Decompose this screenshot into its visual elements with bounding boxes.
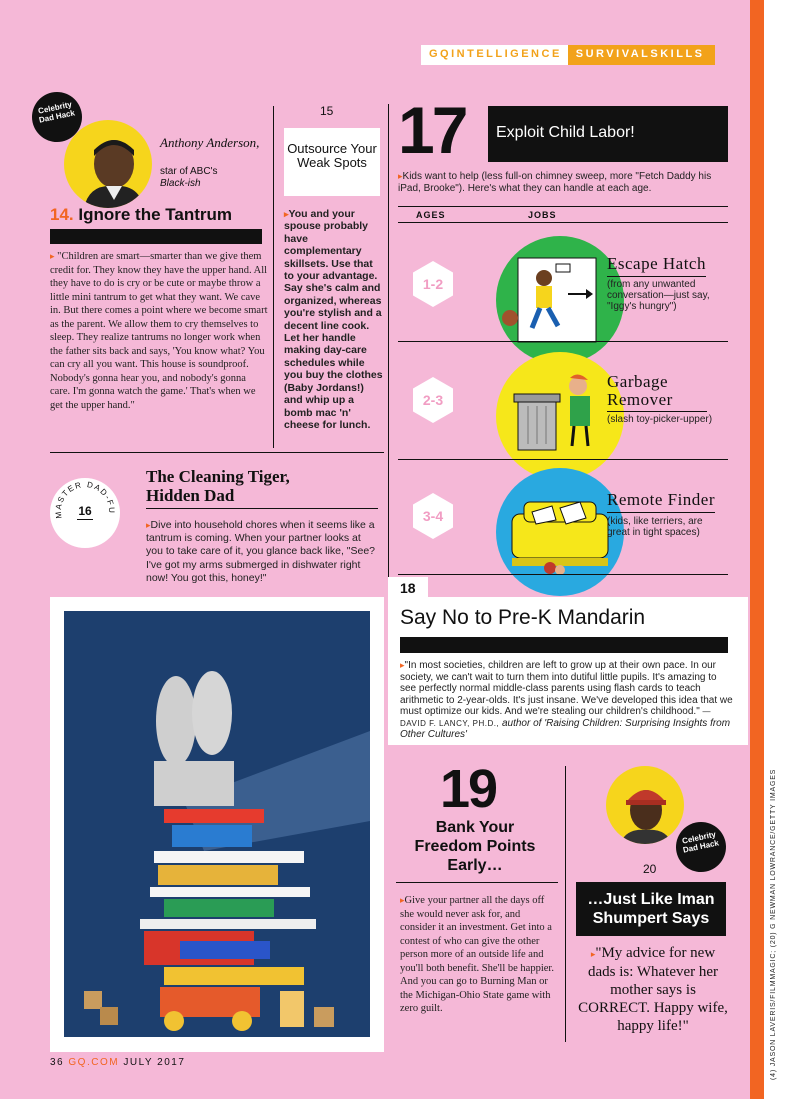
tip-20-quote xyxy=(578,944,728,1035)
tip-18-title: Say No to Pre-K Mandarin xyxy=(400,606,646,629)
section-tag xyxy=(421,45,715,65)
job-note: (slash toy-picker-upper) xyxy=(607,414,713,425)
job-note: (from any unwanted conversation—just say, "Iggy's hungry") xyxy=(607,279,710,312)
escape-hatch-illustration xyxy=(496,236,624,364)
footer-issue: JULY 2017 xyxy=(123,1057,186,1068)
tip-19-body-text: Give your partner all the days off she would never ask for, and consider it an investment. Get into a contest of who can give the other person more of an outside life and you'll both benefit. She'll be happier. And you can go to Burning Man or the Michigan-Ohio State game with zero guilt. xyxy=(400,895,554,1014)
photo-frame xyxy=(50,597,384,1052)
job-title: Garbage Remover xyxy=(607,373,707,412)
celebrity-dad-hack-badge: Celebrity Dad Hack xyxy=(27,87,86,146)
tip-20-quote-text: "My advice for new dads is: Whatever her mother says is CORRECT. Happy wife, happy life!" xyxy=(578,945,728,1034)
celebrity-dad-hack-badge: Celebrity Dad Hack xyxy=(671,817,730,876)
anthony-anderson-photo xyxy=(64,120,152,208)
toy-stack-photo xyxy=(64,611,370,1037)
bullet-icon: ▸ xyxy=(284,209,289,219)
table-rule xyxy=(398,459,728,460)
tip-16-body xyxy=(146,519,380,585)
tip-20-number: 20 xyxy=(643,862,657,876)
footer-site: GQ.COM xyxy=(68,1057,120,1068)
job-title: Remote Finder xyxy=(607,490,715,513)
column-rule xyxy=(273,106,274,448)
age-label: 3-4 xyxy=(422,508,444,524)
title-rule xyxy=(396,882,558,883)
tip-20-title: …Just Like Iman Shumpert Says xyxy=(587,891,715,927)
jobs-header: JOBS xyxy=(528,210,557,220)
title-rule xyxy=(146,508,378,509)
tip-18-book: author of 'Raising Children: Surprising Insights from Other Cultures' xyxy=(400,717,731,740)
age-label: 1-2 xyxy=(422,276,444,292)
age-label: 2-3 xyxy=(422,392,444,408)
tip-18-number: 18 xyxy=(388,577,428,599)
tip-14-number: 14. xyxy=(50,205,74,224)
bullet-icon: ▸ xyxy=(590,949,596,959)
column-rule xyxy=(388,104,389,594)
celebrity-name: Anthony Anderson, xyxy=(160,135,260,150)
section-rule xyxy=(50,452,384,453)
tip-15-body xyxy=(284,208,384,431)
table-rule xyxy=(398,574,728,575)
bullet-icon: ▸ xyxy=(146,520,151,530)
tip-15-body-text: You and your spouse probably have complementary skillsets. Use that to your advantage. Say she's calm and organized, whereas you're stylish and a decent line cook. Let her handle making day-care schedules while you buy the clothes (Baby Jordans!) and whip up a bomb mac 'n' cheese for lunch. xyxy=(284,208,383,431)
bullet-icon: ▸ xyxy=(50,251,55,261)
photo-credits: (4) JASON LAVERIS/FILMMAGIC; (20) G NEWMAN LOWRANCE/GETTY IMAGES xyxy=(770,768,777,1080)
tip-14-body-text: "Children are smart—smarter than we give them credit for. They know they have the upper hand. All they have to do is cry or be cute or maybe throw a little mini tantrum to get what they want. We cave in. But there comes a point where we become smart as the parent. We allow them to cry themselves to sleep. They realize tantrums no longer work when the father sits back and says, 'You know what? You can cry all you want. This house is soundproof. Nobody's gonna hear you, and nobody's gonna care. I'm gonna watch the game.' That's when we get the upper hand." xyxy=(50,251,268,411)
tip-18-author: —DAVID F. LANCY, PH.D., xyxy=(400,707,712,728)
title-bar xyxy=(50,229,262,244)
bullet-icon: ▸ xyxy=(400,660,405,670)
tip-14-title: Ignore the Tantrum xyxy=(78,205,233,224)
tip-16-body-text: Dive into household chores when it seems like a tantrum is coming. When your partner looks at you to take care of it, you glance back like, "See? I've got my arms submerged in dishwater right now! You got this, honey!" xyxy=(146,519,376,584)
tip-19-number: 19 xyxy=(440,759,497,819)
table-rule xyxy=(398,341,728,342)
tip-16-title: The Cleaning Tiger, Hidden Dad xyxy=(146,467,290,505)
column-rule xyxy=(565,766,566,1042)
iman-shumpert-photo xyxy=(606,766,684,844)
celebrity-role xyxy=(160,166,218,190)
master-dad-fu-badge xyxy=(50,478,120,548)
celebrity-role-text: star of ABC's xyxy=(160,166,218,177)
tip-19-body xyxy=(400,894,558,1016)
tip-17-intro-text: Kids want to help (less full-on chimney sweep, more "Fetch Daddy his iPad, Brooke"). Here's what they can handle at each age. xyxy=(398,171,712,194)
tip-15-title: Outsource Your Weak Spots xyxy=(284,128,380,196)
celebrity-show: Black-ish xyxy=(160,178,201,189)
bullet-icon: ▸ xyxy=(400,895,405,905)
tip-18-body-text: "In most societies, children are left to grow up at their own pace. In our society, we can't wait to turn them into dutiful little pupils. It's amazing to see perfectly normal middle-class parents using flash cards to teach arithmetic to 2-year-olds. It's just insane. We've developed this idea that we must optimize our kids. And we're stealing our children's childhood." xyxy=(400,660,733,717)
badge-rule xyxy=(77,519,93,520)
master-dad-fu-label: MASTER DAD-FU xyxy=(53,480,117,519)
tip-19-title: Bank Your Freedom Points Early… xyxy=(414,819,536,874)
tip-18-body xyxy=(400,660,734,741)
section-tag-survival: SURVIVALSKILLS xyxy=(568,45,715,65)
tip-16-number: 16 xyxy=(78,504,92,518)
job-note: (kids, like terriers, are great in tight spaces) xyxy=(607,516,703,538)
tip-17-title: Exploit Child Labor! xyxy=(488,106,728,162)
page-number: 36 xyxy=(50,1057,65,1068)
age-hexagon xyxy=(409,376,457,424)
table-rule xyxy=(398,206,728,207)
tip-14-body xyxy=(50,250,268,412)
page-edge-bar xyxy=(750,0,764,1099)
remote-finder-illustration xyxy=(496,468,624,596)
garbage-remover-illustration xyxy=(496,352,624,480)
bullet-icon: ▸ xyxy=(398,171,403,181)
title-bar xyxy=(400,637,728,653)
tip-17-number: 17 xyxy=(398,93,466,167)
job-title: Escape Hatch xyxy=(607,254,706,277)
tip-15-number: 15 xyxy=(320,104,334,118)
ages-header: AGES xyxy=(416,210,446,220)
tip-14-heading xyxy=(50,205,232,225)
tip-17-intro xyxy=(398,170,730,195)
section-tag-intelligence: GQINTELLIGENCE xyxy=(421,45,568,65)
table-rule xyxy=(398,222,728,223)
age-hexagon xyxy=(409,260,457,308)
footer xyxy=(50,1057,185,1068)
age-hexagon xyxy=(409,492,457,540)
